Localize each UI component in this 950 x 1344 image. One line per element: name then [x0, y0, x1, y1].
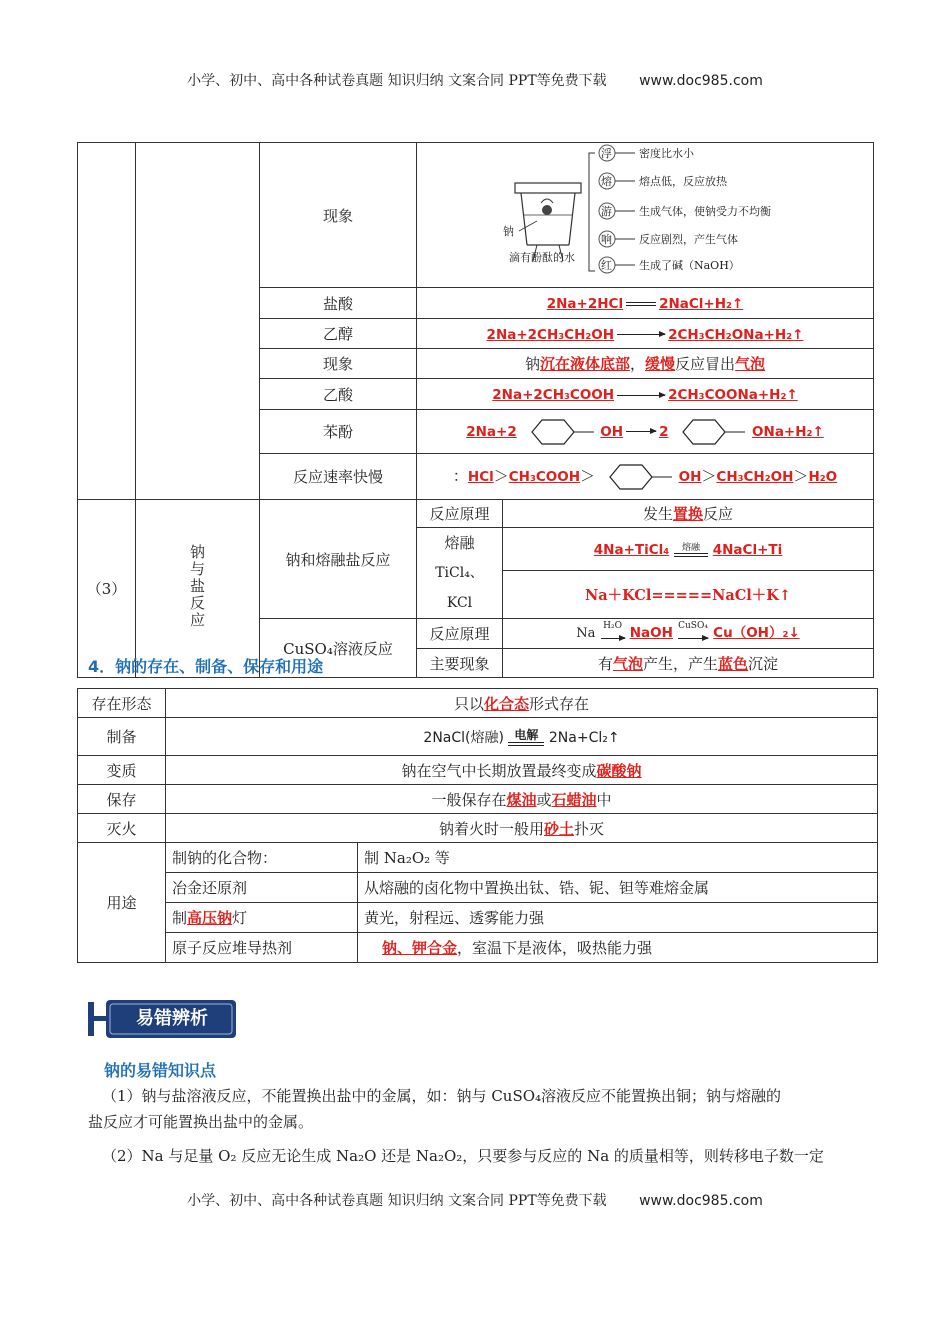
fire-label: 灭火 — [78, 814, 166, 843]
paragraph-1: （1）钠与盐溶液反应，不能置换出盐中的金属，如：钠与 CuSO₄溶液反应不能置换出铜；钠与熔融的 — [102, 1087, 782, 1105]
page-footer — [0, 1190, 950, 1210]
beaker-icon — [515, 183, 581, 261]
section4-title: 4．钠的存在、制备、保存和用途 — [88, 657, 324, 676]
cuso4-principle-label: 反应原理 — [417, 619, 503, 649]
error-analysis-badge — [88, 998, 238, 1040]
rate-order: ：HCl＞CH₃COOH＞ OH＞CH₃CH₂OH＞H₂O — [417, 454, 874, 500]
section3-number: （3） — [78, 500, 136, 678]
existence-label: 存在形态 — [78, 689, 166, 718]
diagram-desc-3: 生成气体，使钠受力不均衡 — [639, 205, 771, 218]
diagram-char-5: 红 — [601, 259, 612, 272]
main-phen-label: 主要现象 — [417, 649, 503, 678]
cuso4-chain: Na H₂O NaOH CuSO₄ Cu（OH）₂↓ — [503, 619, 874, 649]
acetic-label: 乙酸 — [260, 379, 417, 410]
use-desc-3: 黄光，射程远、透雾能力强 — [358, 903, 878, 933]
use-desc-1: 制 Na₂O₂ 等 — [358, 843, 878, 873]
diagram-char-1: 浮 — [601, 147, 612, 160]
molten-sub-label: 熔融 TiCl₄、KCl — [417, 528, 503, 619]
cuso4-label: CuSO₄溶液反应 — [260, 619, 417, 678]
footer-url[interactable]: www.doc985.com — [639, 1193, 763, 1209]
principle-value: 发生置换反应 — [503, 500, 874, 528]
paragraph-2: （2）Na 与足量 O₂ 反应无论生成 Na₂O 还是 Na₂O₂，只要参与反应的 Na 的质量相等，则转移电子数一定 — [102, 1147, 824, 1165]
phenol-equation: 2Na+2 OH 2 ONa+H₂↑ — [417, 410, 874, 454]
principle-label: 反应原理 — [417, 500, 503, 528]
water-label: 滴有酚酞的水 — [509, 251, 575, 264]
hcl-equation — [417, 288, 874, 319]
header-text: 小学、初中、高中各种试卷真题 知识归纳 文案合同 PPT等免费下载 — [187, 73, 607, 89]
ethanol-label: 乙醇 — [260, 319, 417, 349]
diagram-desc-2: 熔点低，反应放热 — [639, 175, 727, 188]
header-url[interactable]: www.doc985.com — [639, 73, 763, 89]
diagram-desc-1: 密度比水小 — [639, 147, 694, 160]
storage-value: 一般保存在煤油或石蜡油中 — [166, 785, 878, 814]
na-label: 钠 — [503, 225, 514, 238]
benzene-ring-icon — [673, 417, 747, 447]
fire-value: 钠着火时一般用砂土扑灭 — [166, 814, 878, 843]
ethanol-phen-label: 现象 — [260, 349, 417, 379]
use-desc-2: 从熔融的卤化物中置换出钛、锆、铌、钽等难熔金属 — [358, 873, 878, 903]
ethanol-phenomenon: 钠沉在液体底部，缓慢反应冒出气泡 — [417, 349, 874, 379]
page-header — [0, 70, 950, 90]
molten-label: 钠和熔融盐反应 — [260, 500, 417, 619]
hcl-left: 2Na+2HCl — [546, 296, 624, 312]
use-name-4: 原子反应堆导热剂 — [166, 933, 358, 963]
badge-text: 易错辨析 — [136, 1008, 208, 1029]
preparation-label: 制备 — [78, 718, 166, 756]
use-name-1: 制钠的化合物： — [166, 843, 358, 873]
subheading: 钠的易错知识点 — [104, 1061, 217, 1080]
deterioration-value: 钠在空气中长期放置最终变成碳酸钠 — [166, 756, 878, 785]
benzene-ring-icon — [600, 462, 674, 492]
preparation-equation: 2NaCl(熔融) 电解 2Na+Cl₂↑ — [166, 718, 878, 756]
main-phenomenon: 有气泡产生，产生蓝色沉淀 — [503, 649, 874, 678]
diagram-char-3: 游 — [601, 205, 612, 218]
diagram-char-2: 熔 — [601, 175, 612, 188]
use-label: 用途 — [78, 843, 166, 963]
use-name-2: 冶金还原剂 — [166, 873, 358, 903]
beaker-diagram — [417, 143, 873, 283]
ethanol-equation: 2Na+2CH₃CH₂OH 2CH₃CH₂ONa+H₂↑ — [417, 319, 874, 349]
water-reaction-diagram — [417, 143, 874, 288]
rate-label: 反应速率快慢 — [260, 454, 417, 500]
deterioration-label: 变质 — [78, 756, 166, 785]
phenomenon-label: 现象 — [260, 143, 417, 288]
benzene-ring-icon — [522, 417, 596, 447]
existence-value: 只以化合态形式存在 — [166, 689, 878, 718]
diagram-desc-4: 反应剧烈，产生气体 — [639, 233, 738, 246]
diagram-char-4: 响 — [601, 233, 612, 246]
paragraph-1-cont: 盐反应才可能置换出盐中的金属。 — [88, 1113, 314, 1131]
use-desc-4: 钠、钾合金，室温下是液体，吸热能力强 — [358, 933, 878, 963]
ticl4-equation: 4Na+TiCl₄ 熔融 4NaCl+Ti — [503, 528, 874, 571]
storage-label: 保存 — [78, 785, 166, 814]
phenol-label: 苯酚 — [260, 410, 417, 454]
kcl-equation: Na＋KCl=====NaCl＋K↑ — [503, 571, 874, 619]
sodium-existence-table — [77, 688, 878, 963]
hcl-label: 盐酸 — [260, 288, 417, 319]
acetic-equation: 2Na+2CH₃COOH 2CH₃COONa+H₂↑ — [417, 379, 874, 410]
sodium-reactions-table — [77, 142, 874, 678]
diagram-desc-5: 生成了碱（NaOH） — [639, 259, 740, 272]
footer-text: 小学、初中、高中各种试卷真题 知识归纳 文案合同 PPT等免费下载 — [187, 1193, 607, 1209]
use-name-3: 制高压钠灯 — [166, 903, 358, 933]
hcl-right: 2NaCl+H₂↑ — [659, 296, 744, 312]
section3-title: 钠与盐反应 — [136, 500, 260, 678]
